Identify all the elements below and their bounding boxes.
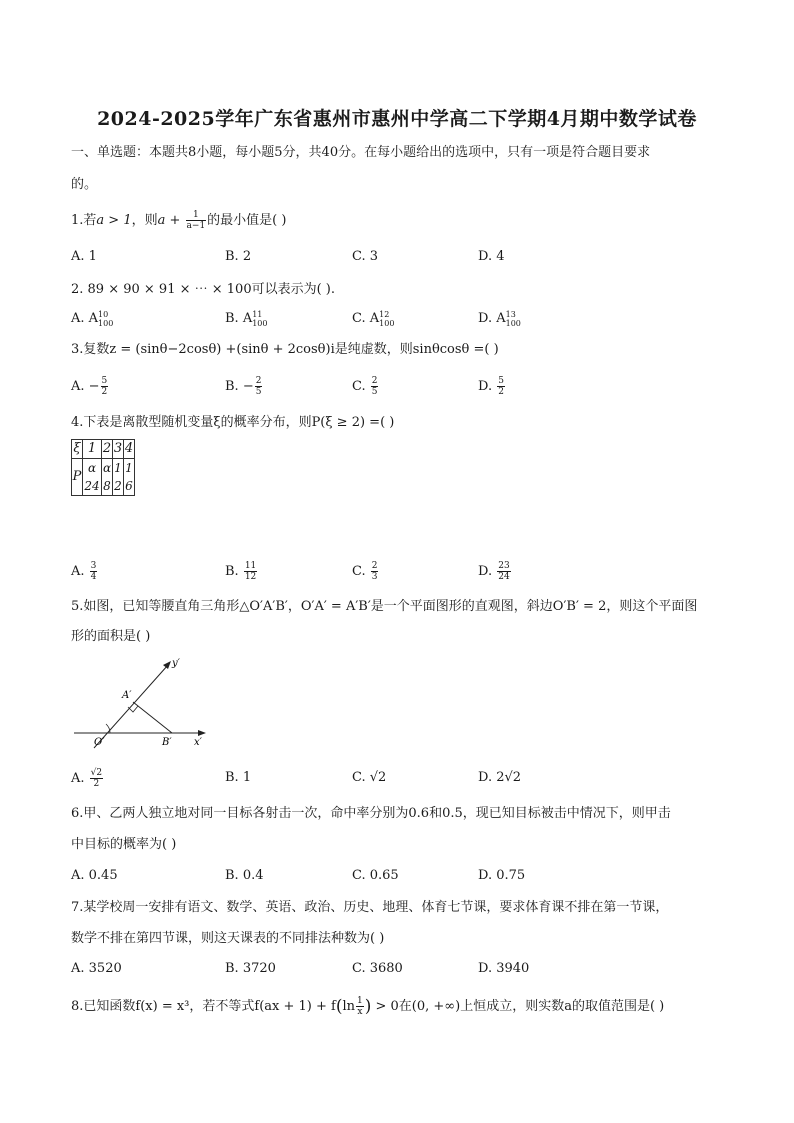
q4-c-num: 2 xyxy=(371,561,378,571)
q4-option-a xyxy=(71,561,98,582)
q4-d-label: D. xyxy=(478,564,497,579)
q2-option-a xyxy=(71,309,113,329)
q1-mid: ，则 xyxy=(131,213,158,228)
question-6-line1: 6.甲、乙两人独立地对同一目标各射击一次，命中率分别为0.6和0.5，现已知目标被击中情况下，则甲击 xyxy=(71,806,671,821)
q1-cond: a > 1 xyxy=(96,213,132,228)
segment-a-b xyxy=(133,702,172,733)
table-cell xyxy=(83,459,102,496)
label-o: O′ xyxy=(94,737,105,748)
question-1-stem xyxy=(71,210,286,231)
table-cell: 2 xyxy=(102,440,113,459)
q4-b-label: B. xyxy=(225,564,243,579)
q6-option-c: C. 0.65 xyxy=(352,868,399,883)
cell-bottom: 6 xyxy=(125,479,133,493)
q4-d-den: 24 xyxy=(498,572,510,582)
table-cell xyxy=(113,459,124,496)
q1-expr: a + xyxy=(157,213,185,228)
right-angle-mark xyxy=(128,706,138,712)
q4-a-den: 4 xyxy=(90,572,97,582)
q1-option-d: D. 4 xyxy=(478,249,505,264)
table-row xyxy=(72,459,135,496)
q3-d-den: 2 xyxy=(498,387,504,397)
table-cell: 1 xyxy=(83,440,102,459)
q3-b-den: 5 xyxy=(255,387,262,397)
q2-option-b xyxy=(225,309,268,329)
q8-frac-den: x xyxy=(357,1007,363,1017)
q2-b-sub: 100 xyxy=(252,318,268,328)
q5-a-label: A. xyxy=(71,771,89,786)
q2-c-sub: 100 xyxy=(379,318,395,328)
q5-option-a xyxy=(71,768,104,789)
cell-top: α xyxy=(87,461,97,475)
q2-d-sub: 100 xyxy=(505,318,521,328)
question-7-line2: 数学不排在第四节课，则这天课表的不同排法种数为( ) xyxy=(71,931,385,946)
table-row xyxy=(72,440,135,459)
q5-a-num: √2 xyxy=(90,768,103,778)
q8-prefix: 8.已知函数f(x) = x³，若不等式f(ax + 1) + f xyxy=(71,999,336,1014)
cell-top: α xyxy=(102,461,112,475)
q3-c-den: 5 xyxy=(371,387,378,397)
q8-frac-num: 1 xyxy=(357,996,363,1006)
question-3-stem: 3.复数z = (sinθ−2cosθ) +(sinθ + 2cosθ)i是纯虚数，则sinθcosθ =( ) xyxy=(71,342,499,357)
q5-option-c: C. √2 xyxy=(352,770,387,785)
label-b: B′ xyxy=(162,737,172,748)
q8-paren-open: ( xyxy=(335,996,343,1017)
cell-bottom: 8 xyxy=(103,479,111,493)
q3-option-c xyxy=(352,376,379,397)
question-8-stem xyxy=(71,996,664,1017)
q4-option-b xyxy=(225,561,258,582)
q3-b-num: 2 xyxy=(255,376,262,386)
section-header-line1: 一、单选题：本题共8小题，每小题5分，共40分。在每小题给出的选项中，只有一项是符合题目要求 xyxy=(71,145,651,160)
q8-ln: ln xyxy=(342,999,355,1014)
label-x: x′ xyxy=(194,737,202,748)
question-4-stem: 4.下表是离散型随机变量ξ的概率分布，则P(ξ ≥ 2) =( ) xyxy=(71,415,395,430)
q4-option-d xyxy=(478,561,512,582)
q7-option-b: B. 3720 xyxy=(225,961,276,976)
q7-option-c: C. 3680 xyxy=(352,961,403,976)
q3-d-label: D. xyxy=(478,379,497,394)
q3-option-a xyxy=(71,376,109,397)
q2-option-d xyxy=(478,309,521,329)
section-header-line2: 的。 xyxy=(71,177,98,192)
q3-a-label: A. − xyxy=(71,379,100,394)
q2-a-sup: 10 xyxy=(98,309,109,319)
question-5-line1: 5.如图，已知等腰直角三角形△O′A′B′，O′A′ = A′B′是一个平面图形的直观图，斜边O′B′ = 2，则这个平面图 xyxy=(71,599,698,614)
q4-a-num: 3 xyxy=(90,561,97,571)
q8-paren-close: ) xyxy=(364,996,372,1017)
q7-option-d: D. 3940 xyxy=(478,961,530,976)
q2-d-sup: 13 xyxy=(505,309,516,319)
question-7-line1: 7.某学校周一安排有语文、数学、英语、政治、历史、地理、体育七节课，要求体育课不排在第一节课， xyxy=(71,900,669,915)
q1-option-c: C. 3 xyxy=(352,249,379,264)
q1-frac-den: a−1 xyxy=(186,221,206,231)
table-cell: P xyxy=(72,459,83,496)
oblique-projection-figure xyxy=(70,652,215,757)
q2-c-label: C. A xyxy=(352,311,380,326)
q7-option-a: A. 3520 xyxy=(71,961,122,976)
table-cell xyxy=(102,459,113,496)
q1-frac-num: 1 xyxy=(186,210,207,221)
q6-option-a: A. 0.45 xyxy=(71,868,118,883)
label-y: y′ xyxy=(172,658,180,669)
table-cell: 4 xyxy=(124,440,135,459)
q5-option-d: D. 2√2 xyxy=(478,770,522,785)
q3-a-den: 2 xyxy=(101,387,108,397)
q4-b-num: 11 xyxy=(244,561,257,571)
q8-suffix: > 0在(0, +∞)上恒成立，则实数a的取值范围是( ) xyxy=(371,999,665,1014)
q6-option-b: B. 0.4 xyxy=(225,868,264,883)
q1-option-b: B. 2 xyxy=(225,249,252,264)
q4-c-label: C. xyxy=(352,564,370,579)
question-6-line2: 中目标的概率为( ) xyxy=(71,837,177,852)
table-cell xyxy=(124,459,135,496)
question-5-line2: 形的面积是( ) xyxy=(71,629,151,644)
x-axis-arrow xyxy=(198,730,206,736)
q4-c-den: 3 xyxy=(371,572,378,582)
q4-b-den: 12 xyxy=(244,572,257,582)
label-a: A′ xyxy=(122,690,132,701)
cell-top: 1 xyxy=(125,461,133,475)
q3-c-num: 2 xyxy=(371,376,378,386)
table-cell: ξ xyxy=(72,440,83,459)
table-cell: 3 xyxy=(113,440,124,459)
q6-option-d: D. 0.75 xyxy=(478,868,526,883)
q4-option-c xyxy=(352,561,379,582)
q2-d-label: D. A xyxy=(478,311,506,326)
cell-bottom: 24 xyxy=(84,479,100,493)
q1-option-a: A. 1 xyxy=(71,249,97,264)
q3-option-b xyxy=(225,376,263,397)
q3-option-d xyxy=(478,376,506,397)
q3-a-num: 5 xyxy=(101,376,108,386)
q2-b-sup: 11 xyxy=(252,309,263,319)
q5-a-den: 2 xyxy=(93,779,100,789)
q3-b-label: B. − xyxy=(225,379,254,394)
q2-a-label: A. A xyxy=(71,311,99,326)
cell-bottom: 2 xyxy=(114,479,122,493)
y-axis-arrow xyxy=(163,661,171,669)
question-2-stem: 2. 89 × 90 × 91 × ⋯ × 100可以表示为( ). xyxy=(71,282,336,297)
q1-suffix: 的最小值是( ) xyxy=(207,213,287,228)
q2-option-c xyxy=(352,309,394,329)
q5-option-b: B. 1 xyxy=(225,770,252,785)
page-title: 2024-2025学年广东省惠州市惠州中学高二下学期4月期中数学试卷 xyxy=(97,108,697,130)
q1-fraction xyxy=(186,210,207,231)
probability-distribution-table xyxy=(71,439,135,496)
q1-prefix: 1.若 xyxy=(71,213,97,228)
q2-c-sup: 12 xyxy=(379,309,390,319)
q3-d-num: 5 xyxy=(498,376,504,386)
q2-a-sub: 100 xyxy=(98,318,114,328)
q4-d-num: 23 xyxy=(498,561,510,571)
q2-b-label: B. A xyxy=(225,311,253,326)
cell-top: 1 xyxy=(114,461,122,475)
q3-c-label: C. xyxy=(352,379,370,394)
y-axis xyxy=(94,665,168,748)
q4-a-label: A. xyxy=(71,564,89,579)
